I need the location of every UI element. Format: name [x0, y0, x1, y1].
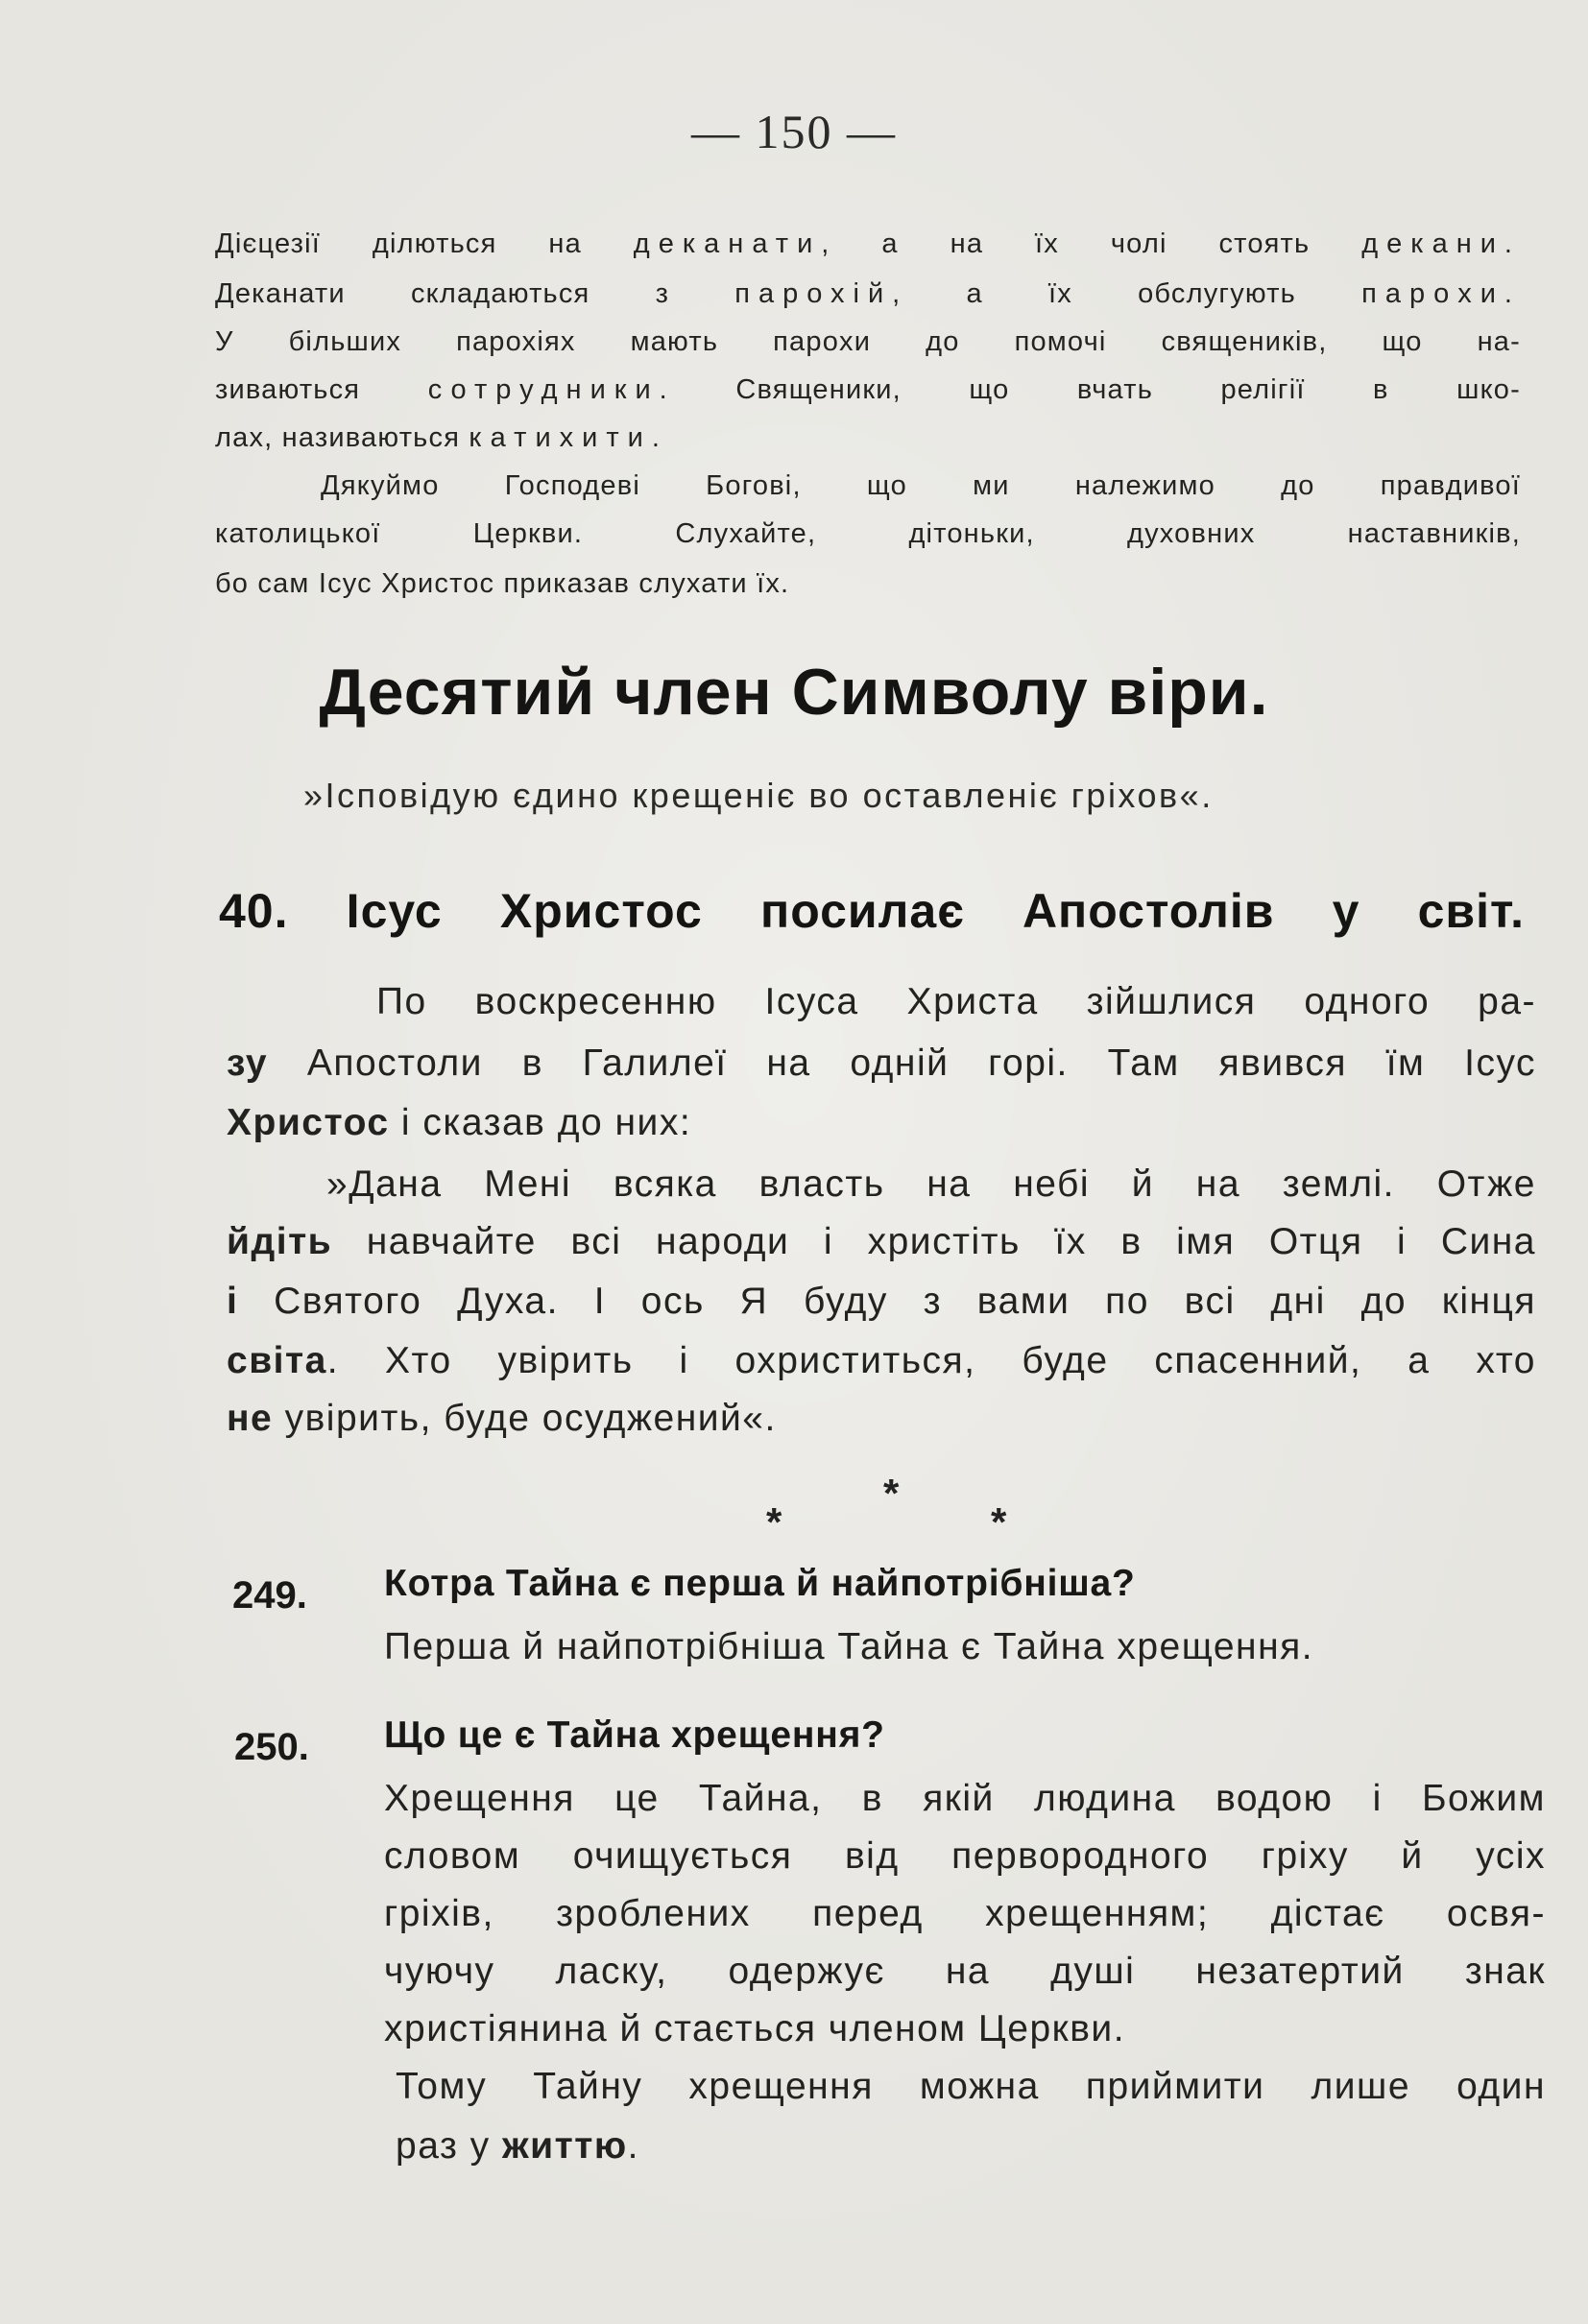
divider-star: * — [883, 1471, 900, 1516]
chapter-heading: Десятий член Символу віри. — [319, 656, 1269, 729]
story-line — [227, 1221, 1536, 1263]
text-run: Деканати складаються з — [215, 278, 735, 309]
page-number: — 150 — — [691, 105, 897, 158]
text-run: . Хто увірить і охриститься, буде спасенний, а хто — [326, 1340, 1536, 1381]
bold-run: життю — [502, 2125, 628, 2167]
text-run: раз у — [396, 2125, 502, 2167]
text-run: Дієцезії ділються на — [215, 228, 634, 259]
story-line — [227, 1102, 691, 1144]
intro-line: У більших парохіях мають пароxи до помочі священиків, що на- — [215, 326, 1521, 357]
spaced-term: катихити — [469, 422, 652, 453]
text-run: Апостоли в Галилеї на одній горі. Там явився їм Ісус — [268, 1042, 1536, 1084]
text-run: лах, називаються — [215, 422, 469, 453]
bold-run: Христос — [227, 1102, 390, 1143]
text-run: зиваються — [215, 374, 428, 405]
text-run: і сказав до них: — [389, 1102, 692, 1143]
divider-star: * — [766, 1499, 782, 1545]
answer-line: словом очищується від первородного гріху й усіх — [384, 1835, 1546, 1877]
story-line — [227, 1340, 1536, 1382]
story-line — [227, 1398, 777, 1440]
text-run: . — [651, 422, 662, 453]
text-run: , а їх обслугують — [892, 278, 1362, 309]
intro-line: Дякуймо Господеві Богові, що ми належимо до правдивої — [321, 470, 1521, 501]
section-number: 40. — [219, 884, 289, 938]
text-run: , а на їх чолі стоять — [821, 228, 1362, 259]
bold-run: не — [227, 1398, 274, 1439]
question-number: 250. — [234, 1726, 309, 1768]
creed-quote: »Ісповідую єдино крещеніє во оставленіє гріхов«. — [303, 776, 1214, 815]
answer-line — [396, 2125, 639, 2168]
bold-run: світа — [227, 1340, 327, 1381]
section-title — [219, 883, 1525, 939]
spaced-term: сотрудники — [427, 374, 660, 405]
spaced-term: деканати — [633, 228, 822, 259]
story-line: »Дана Мені всяка власть на небі й на землі. Отже — [326, 1163, 1536, 1205]
intro-line — [215, 278, 1521, 310]
question-text: Котра Тайна є перша й найпотрібніша? — [384, 1563, 1136, 1604]
bold-run: йдіть — [227, 1221, 333, 1262]
question-number: 249. — [232, 1574, 307, 1617]
text-run: Святого Духа. І ось Я буду з вами по всі дні до кінця — [238, 1281, 1536, 1322]
spaced-term: пароxи. — [1361, 278, 1521, 309]
spaced-term: парохій — [734, 278, 893, 309]
text-run: . — [627, 2125, 639, 2167]
intro-line: католицької Церкви. Слухайте, дітоньки, духовних наставників, — [215, 518, 1521, 549]
answer-line: христіянина й стається членом Церкви. — [384, 2008, 1126, 2049]
intro-line — [215, 374, 1521, 406]
answer-line: чуючу ласку, одержує на душі незатертий знак — [384, 1951, 1546, 1992]
answer-line: Тому Тайну хрещення можна приймити лише один — [396, 2066, 1546, 2107]
intro-line — [215, 422, 661, 454]
intro-line: бо сам Ісус Христос приказав слухати їх. — [215, 568, 790, 599]
text-run: . Священики, що вчать релігії в шко- — [659, 374, 1521, 405]
answer-line: Перша й найпотрібніша Тайна є Тайна хрещення. — [384, 1626, 1314, 1667]
text-run: навчайте всі народи і христіть їх в імя Отця і Сина — [332, 1221, 1536, 1262]
divider-star: * — [991, 1499, 1007, 1545]
bold-run: зу — [227, 1042, 269, 1084]
spaced-term: декани. — [1361, 228, 1521, 259]
section-title-text: Ісус Христос посилає Апостолів у світ. — [346, 884, 1525, 938]
text-run: увірить, буде осуджений«. — [273, 1398, 777, 1439]
story-line: По воскресенню Ісуса Христа зійшлися одного ра- — [376, 981, 1536, 1022]
question-text: Що це є Тайна хрещення? — [384, 1714, 885, 1756]
answer-line: Хрещення це Тайна, в якій людина водою і Божим — [384, 1778, 1546, 1819]
answer-line: гріхів, зроблених перед хрещенням; дістає освя- — [384, 1893, 1546, 1934]
bold-run: і — [227, 1281, 239, 1322]
story-line — [227, 1281, 1536, 1323]
story-line — [227, 1042, 1536, 1085]
intro-line — [215, 228, 1521, 260]
